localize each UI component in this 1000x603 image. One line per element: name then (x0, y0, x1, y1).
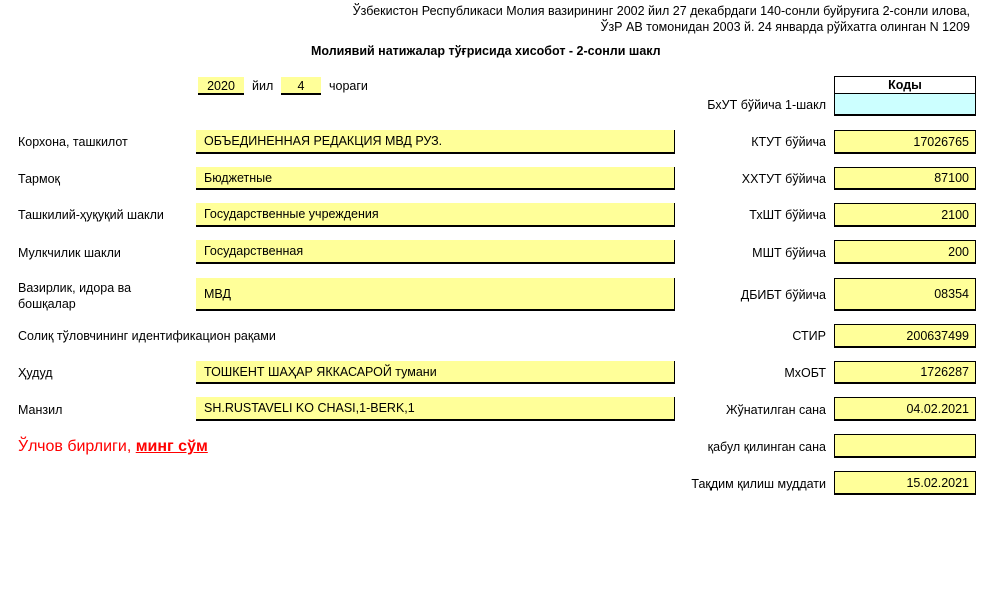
label-sent-date: Жўнатилган сана (725, 403, 826, 417)
label-code-msht: МШТ бўйича (752, 246, 826, 260)
region-field[interactable]: ТОШКЕНТ ШАҲАР ЯККАСАРОЙ тумани (196, 361, 675, 384)
organization-field[interactable]: ОБЪЕДИНЕННАЯ РЕДАКЦИЯ МВД РУЗ. (196, 130, 675, 154)
code-mkhobt-field[interactable]: 1726287 (834, 361, 976, 384)
label-industry: Тармоқ (18, 172, 60, 186)
industry-field[interactable]: Бюджетные (196, 167, 675, 190)
ownership-field[interactable]: Государственная (196, 240, 675, 264)
label-address: Манзил (18, 403, 63, 417)
label-ownership: Мулкчилик шакли (18, 246, 121, 260)
header-line-1: Ўзбекистон Республикаси Молия вазирининг 2002 йил 27 декабрдаги 140-сонли буйруғига 2-сонли илова, (352, 4, 970, 18)
year-input[interactable]: 2020 (198, 77, 244, 95)
sent-date-field[interactable]: 04.02.2021 (834, 397, 976, 421)
unit-label (18, 438, 208, 456)
label-code-form: БхУТ бўйича 1-шакл (707, 98, 826, 112)
code-form-field[interactable] (834, 93, 976, 116)
code-stir-field[interactable]: 200637499 (834, 324, 976, 348)
ministry-field[interactable]: МВД (196, 278, 675, 311)
label-code-dbibt: ДБИБТ бўйича (740, 288, 826, 302)
label-deadline: Тақдим қилиш муддати (691, 477, 826, 491)
label-code-mkhobt: МхОБТ (784, 366, 826, 380)
label-code-tkhsht: ТхШТ бўйича (749, 208, 826, 222)
deadline-field[interactable]: 15.02.2021 (834, 471, 976, 495)
quarter-label: чораги (329, 79, 368, 93)
unit-prefix: Ўлчов бирлиги, (18, 438, 136, 455)
code-dbibt-field[interactable]: 08354 (834, 278, 976, 311)
codes-header: Коды (834, 76, 976, 94)
label-organization: Корхона, ташкилот (18, 135, 128, 149)
quarter-input[interactable]: 4 (281, 77, 321, 95)
label-ministry: Вазирлик, идора ва бошқалар (18, 281, 132, 311)
code-khhtut-field[interactable]: 87100 (834, 167, 976, 190)
label-legal-form: Ташкилий-ҳуқуқий шакли (18, 208, 164, 222)
header-line-2: ЎзР АВ томонидан 2003 й. 24 январда рўйхатга олинган N 1209 (600, 20, 970, 34)
address-field[interactable]: SH.RUSTAVELI KO CHASI,1-BERK,1 (196, 397, 675, 421)
label-code-khhtut: ХХТУТ бўйича (741, 172, 826, 186)
code-ktut-field[interactable]: 17026765 (834, 130, 976, 154)
received-date-field[interactable] (834, 434, 976, 458)
label-received-date: қабул қилинган сана (707, 440, 826, 454)
legal-form-field[interactable]: Государственные учреждения (196, 203, 675, 227)
year-label: йил (252, 79, 274, 93)
code-msht-field[interactable]: 200 (834, 240, 976, 264)
label-tax-id: Солиқ тўловчининг идентификацион рақами (18, 329, 276, 343)
unit-value: минг сўм (135, 438, 208, 455)
code-tkhsht-field[interactable]: 2100 (834, 203, 976, 227)
label-code-stir: СТИР (792, 329, 826, 343)
label-code-ktut: КТУТ бўйича (751, 135, 826, 149)
report-title: Молиявий натижалар тўғрисида хисобот - 2-сонли шакл (311, 44, 661, 58)
label-region: Ҳудуд (18, 366, 53, 380)
